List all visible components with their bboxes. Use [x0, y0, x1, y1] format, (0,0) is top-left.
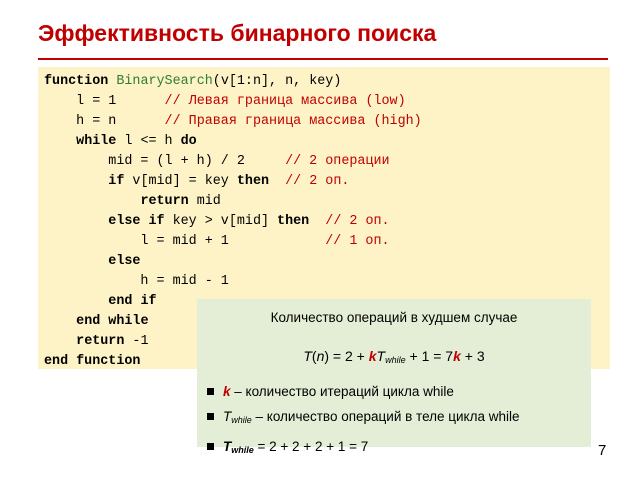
code-keyword: while: [76, 134, 117, 149]
code-spacer: [309, 214, 325, 229]
code-line-8: [44, 212, 390, 232]
code-line-2: [44, 92, 406, 112]
square-bullet-icon: [207, 413, 214, 420]
code-line-5: [44, 152, 390, 172]
code-keyword: else: [108, 254, 141, 269]
code-indent: [44, 314, 76, 329]
code-line-1: [44, 72, 341, 92]
square-bullet-icon: [207, 443, 214, 450]
code-text: mid = (l + h) / 2: [44, 154, 286, 169]
code-keyword: function: [44, 74, 109, 89]
bullet-item-k: [207, 382, 454, 402]
bullet-text: – количество операций в теле цикла while: [251, 409, 520, 424]
code-comment: // 2 операции: [285, 154, 390, 169]
code-line-10: [44, 252, 140, 272]
formula-subscript: while: [385, 355, 406, 365]
code-line-13: [44, 312, 148, 332]
code-keyword: return: [76, 334, 125, 349]
code-keyword: else if: [108, 214, 165, 229]
square-bullet-icon: [207, 388, 214, 395]
code-comment: // 2 оп.: [325, 214, 390, 229]
complexity-formula: [197, 348, 591, 365]
code-line-4: [44, 132, 197, 152]
page-number: 7: [598, 442, 607, 459]
code-text: -1: [124, 334, 149, 349]
code-indent: [44, 214, 108, 229]
formula-text: + 3: [460, 348, 485, 364]
slide-title: Эффективность бинарного поиска: [38, 20, 437, 46]
formula-T: T: [303, 348, 312, 364]
code-text: mid: [188, 194, 221, 209]
code-text: l = 1: [44, 94, 165, 109]
bullet-variable: k: [223, 384, 231, 399]
code-keyword: end function: [44, 354, 141, 369]
code-keyword: then: [277, 214, 310, 229]
code-comment: // Левая граница массива (low): [164, 94, 406, 109]
formula-text: + 1 = 7: [405, 348, 454, 364]
code-indent: [44, 254, 108, 269]
code-comment: // Правая граница массива (high): [164, 114, 422, 129]
code-keyword: end while: [76, 314, 149, 329]
code-keyword: return: [140, 194, 189, 209]
code-text: l <= h: [116, 134, 181, 149]
bullet-variable: T: [223, 409, 232, 424]
code-text: l = mid + 1: [44, 234, 326, 249]
code-line-12: [44, 292, 157, 312]
worst-case-heading: Количество операций в худшем случае: [270, 310, 518, 325]
formula-n: n: [316, 348, 325, 364]
formula-text: (: [311, 348, 317, 364]
bullet-variable: T: [223, 439, 232, 454]
formula-k: k: [453, 348, 461, 364]
code-indent: [44, 174, 108, 189]
code-indent: [44, 334, 76, 349]
bullet-item-twhile-value: [207, 437, 368, 457]
code-line-14: [44, 332, 148, 352]
code-comment: // 2 оп.: [285, 174, 350, 189]
bullet-text: – количество итераций цикла while: [230, 384, 454, 399]
bullet-subscript: while: [231, 415, 252, 425]
code-text: h = mid - 1: [44, 274, 229, 289]
code-line-6: [44, 172, 349, 192]
code-keyword: if: [108, 174, 125, 189]
code-line-7: [44, 192, 221, 212]
code-function-name: BinarySearch: [116, 74, 213, 89]
code-keyword: end if: [108, 294, 157, 309]
bullet-text: = 2 + 2 + 2 + 1 = 7: [253, 439, 369, 454]
code-line-9: [44, 232, 390, 252]
code-line-15: [44, 352, 140, 372]
code-line-11: [44, 272, 229, 292]
bullet-item-twhile: [207, 407, 520, 427]
formula-text: ) = 2 +: [324, 348, 369, 364]
code-text: (v[1:n], n, key): [212, 74, 342, 89]
code-indent: [44, 194, 140, 209]
bullet-subscript: while: [231, 445, 254, 455]
code-text: h = n: [44, 114, 165, 129]
code-keyword: then: [236, 174, 270, 189]
code-indent: [44, 134, 76, 149]
code-line-3: [44, 112, 422, 132]
code-keyword: do: [180, 134, 197, 149]
code-indent: [44, 294, 108, 309]
title-divider: [38, 58, 608, 60]
code-spacer: [269, 174, 285, 189]
formula-k: k: [368, 348, 377, 364]
code-text: key > v[mid]: [164, 214, 278, 229]
formula-T: T: [376, 348, 386, 364]
code-comment: // 1 оп.: [325, 234, 390, 249]
code-text: v[mid] = key: [124, 174, 237, 189]
